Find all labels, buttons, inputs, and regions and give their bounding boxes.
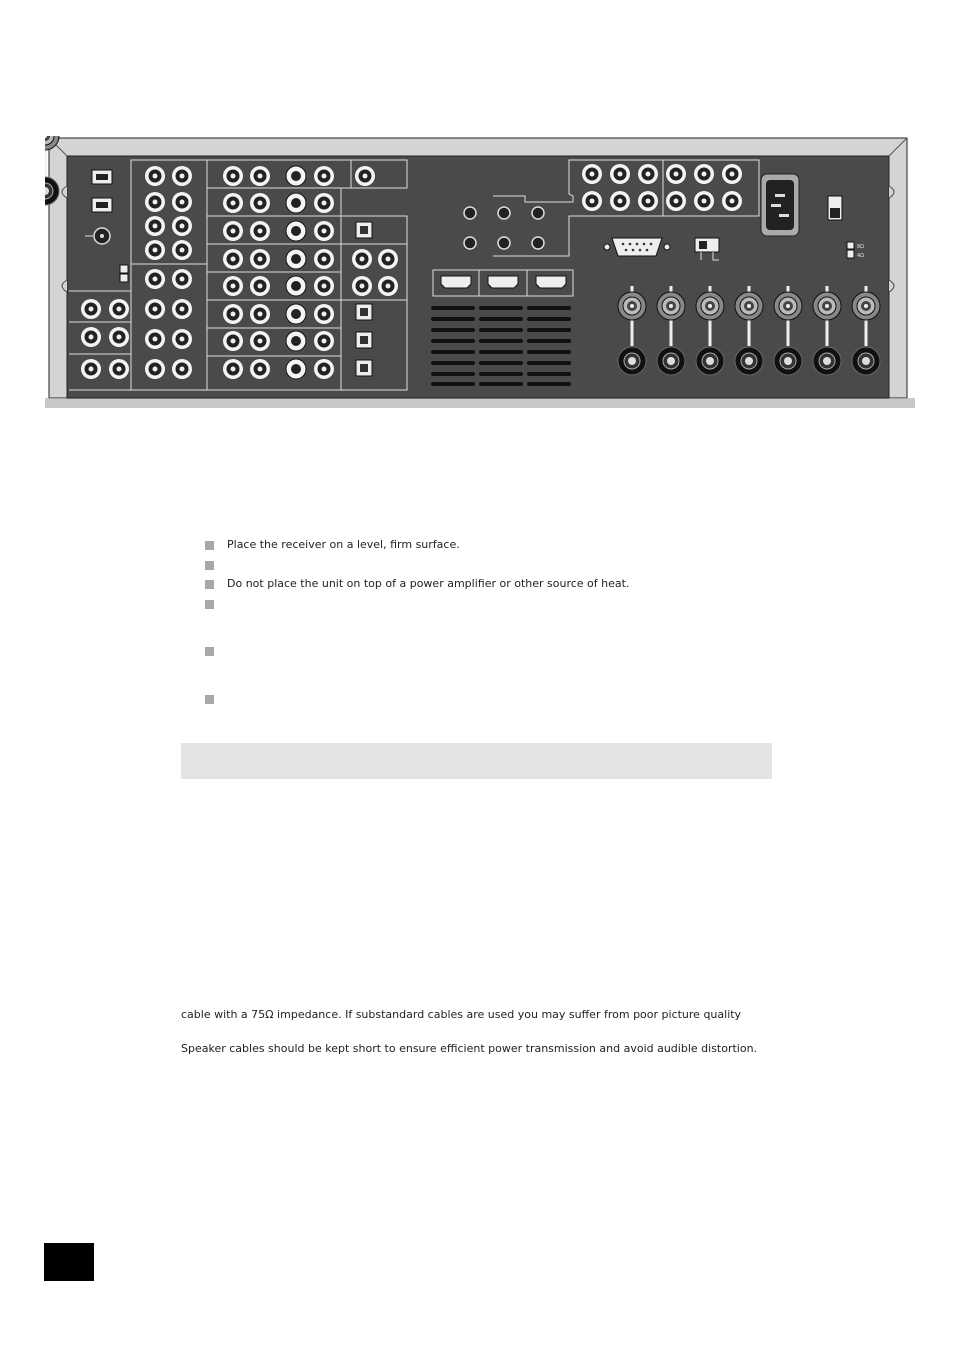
speaker-cable-paragraph: Speaker cables should be kept short to ensure efficient power transmission and avoid audible distortion.: [181, 1042, 758, 1055]
panel-shadow: [45, 398, 915, 408]
bullet-square-icon: [205, 600, 214, 609]
hdmi-ports: [441, 276, 566, 288]
note-box: [181, 743, 772, 779]
bullet-square-icon: [205, 695, 214, 704]
rear-panel-illustration: [45, 136, 923, 418]
bullet-square-icon: [205, 647, 214, 656]
bullet-square-icon: [205, 580, 214, 589]
bullet-square-icon: [205, 561, 214, 570]
ac-power-inlet-icon: [761, 174, 799, 236]
bullet-square-icon: [205, 541, 214, 550]
page-number-block: [44, 1243, 94, 1281]
impedance-switch-icon: [847, 242, 854, 249]
cable-impedance-paragraph: cable with a 75Ω impedance. If substandard cables are used you may suffer from poor picture quality: [181, 1008, 742, 1021]
impedance-label-high: 8Ω: [857, 244, 865, 250]
impedance-label-low: 4Ω: [857, 253, 865, 259]
